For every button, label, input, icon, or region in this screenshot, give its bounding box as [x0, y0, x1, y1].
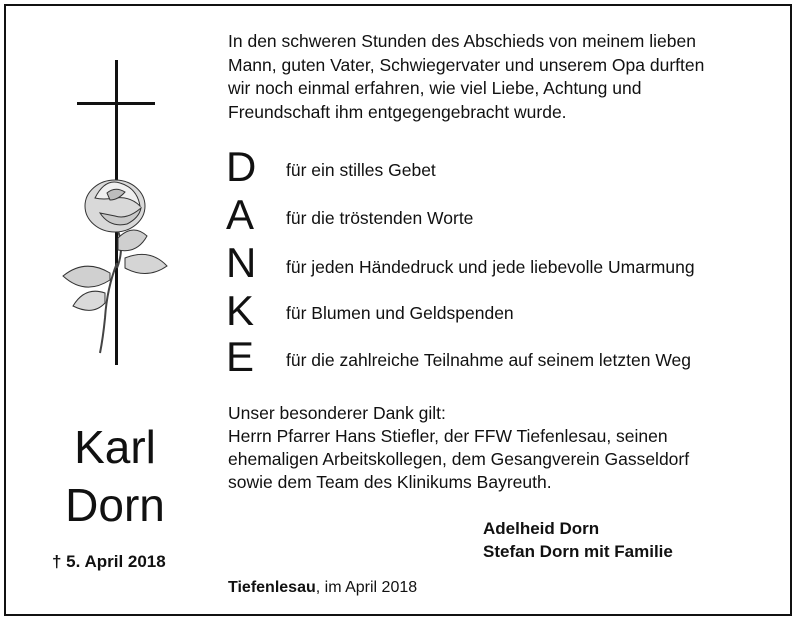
cross-with-rose-icon [55, 58, 175, 388]
danke-line-d: für ein stilles Gebet [286, 160, 436, 180]
special-thanks-line: Herrn Pfarrer Hans Stiefler, der FFW Tiefenlesau, seinen [228, 426, 668, 446]
danke-letter-e: E [226, 333, 255, 380]
danke-letter-a: A [226, 191, 255, 238]
date-text: , im April 2018 [315, 579, 418, 596]
intro-line: Freundschaft ihm entgegengebracht wurde. [228, 101, 567, 122]
signer-name: Stefan Dorn mit Familie [483, 542, 673, 561]
special-thanks-line: sowie dem Team des Klinikums Bayreuth. [228, 472, 552, 492]
special-thanks-line: ehemaligen Arbeitskollegen, dem Gesangverein Gasseldorf [228, 449, 690, 469]
danke-line-e: für die zahlreiche Teilnahme auf seinem letzten Weg [286, 350, 691, 370]
danke-line-n: für jeden Händedruck und jede liebevolle Umarmung [286, 257, 695, 277]
death-date: † 5. April 2018 [52, 552, 166, 571]
place: Tiefenlesau [228, 579, 316, 596]
danke-letter-k: K [226, 287, 255, 334]
signer-name: Adelheid Dorn [483, 519, 600, 538]
intro-line: In den schweren Stunden des Abschieds von meinem lieben [228, 31, 696, 51]
intro-line: wir noch einmal erfahren, wie viel Liebe, Achtung und [228, 78, 642, 98]
danke-line-k: für Blumen und Geldspenden [286, 303, 514, 323]
danke-line-a: für die tröstenden Worte [286, 208, 474, 228]
place-and-date [228, 579, 417, 597]
intro-line: Mann, guten Vater, Schwiegervater und unserem Opa durften [228, 54, 705, 75]
danke-letter-d: D [226, 143, 257, 190]
deceased-first-name: Karl [74, 421, 156, 473]
intro-paragraph [228, 30, 768, 124]
special-thanks-paragraph [228, 402, 689, 494]
danke-letter-n: N [226, 239, 257, 286]
deceased-last-name: Dorn [65, 479, 165, 531]
special-thanks-line: Unser besonderer Dank gilt: [228, 403, 446, 423]
